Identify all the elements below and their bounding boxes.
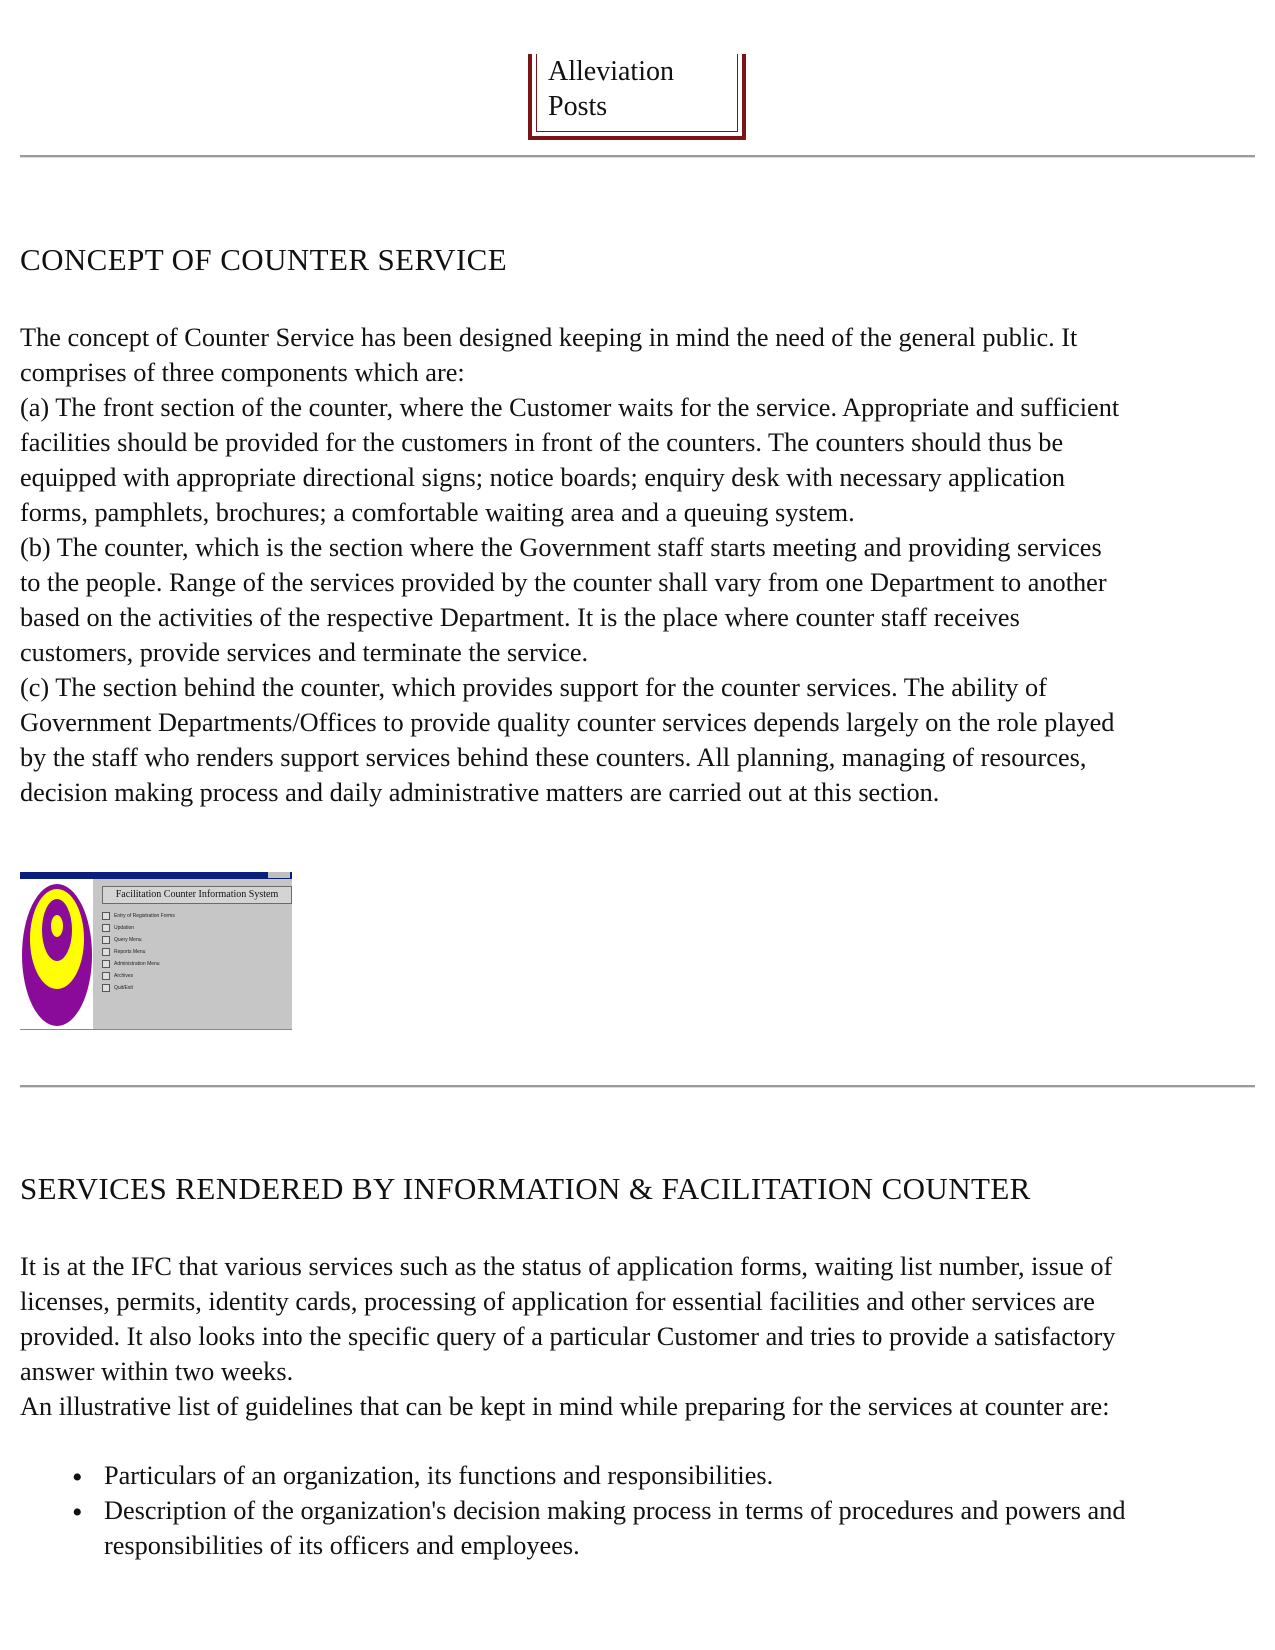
text-line: answer within two weeks.	[20, 1357, 294, 1386]
text-line: (c) The section behind the counter, which provides support for the counter services. The ability of	[20, 673, 1047, 702]
text-line: customers, provide services and terminate the service.	[20, 638, 589, 667]
list-item-text: responsibilities of its officers and employees.	[104, 1531, 580, 1560]
screenshot-window-buttons	[268, 872, 290, 878]
concept-paragraph	[20, 320, 1260, 810]
list-item-text: • Particulars of an organization, its functions and responsibilities.	[104, 1461, 774, 1490]
text-line: (b) The counter, which is the section where the Government staff starts meeting and providing services	[20, 533, 1102, 562]
screenshot-menu-item: Reports Menu	[102, 948, 175, 960]
text-line: licenses, permits, identity cards, processing of application for essential facilities and other services are	[20, 1287, 1095, 1316]
guidelines-list	[20, 1458, 1126, 1563]
nav-box	[528, 54, 746, 140]
services-paragraph	[20, 1249, 1260, 1424]
nav-box-link[interactable]	[548, 54, 674, 124]
logo-icon	[20, 879, 93, 1029]
screenshot-menu-item: Entry of Registration Forms	[102, 912, 175, 924]
screenshot-title-bar	[20, 872, 292, 879]
nav-box-line-2[interactable]: Posts	[548, 91, 608, 122]
facilitation-system-screenshot	[20, 872, 292, 1030]
list-item	[20, 1458, 1126, 1493]
screenshot-menu	[102, 912, 175, 996]
text-line: (a) The front section of the counter, where the Customer waits for the service. Appropriate and sufficient	[20, 393, 1120, 422]
list-item-text: • Description of the organization's decision making process in terms of procedures and powers and	[104, 1496, 1126, 1525]
text-line: provided. It also looks into the specific query of a particular Customer and tries to provide a satisfactory	[20, 1322, 1116, 1351]
horizontal-rule-middle	[20, 1085, 1255, 1088]
text-line: Government Departments/Offices to provide quality counter services depends largely on the role played	[20, 708, 1115, 737]
text-line: by the staff who renders support services behind these counters. All planning, managing of resources,	[20, 743, 1087, 772]
logo-center	[51, 915, 63, 937]
text-line: based on the activities of the respective Department. It is the place where counter staff receives	[20, 603, 1020, 632]
screenshot-menu-item: Archives	[102, 972, 175, 984]
text-line: equipped with appropriate directional signs; notice boards; enquiry desk with necessary application	[20, 463, 1066, 492]
text-line: The concept of Counter Service has been designed keeping in mind the need of the general public. It	[20, 323, 1078, 352]
list-item	[20, 1493, 1126, 1563]
section-heading-services: SERVICES RENDERED BY INFORMATION & FACILITATION COUNTER	[20, 1171, 1031, 1206]
nav-box-line-1[interactable]: Alleviation	[548, 56, 674, 87]
text-line: forms, pamphlets, brochures; a comfortable waiting area and a queuing system.	[20, 498, 855, 527]
screenshot-menu-item: Updation	[102, 924, 175, 936]
text-line: comprises of three components which are:	[20, 358, 465, 387]
text-line: decision making process and daily administrative matters are carried out at this section.	[20, 778, 940, 807]
screenshot-menu-item: Quit/Exit	[102, 984, 175, 996]
screenshot-app-title: Facilitation Counter Information System	[102, 886, 292, 904]
text-line: to the people. Range of the services provided by the counter shall vary from one Department to another	[20, 568, 1107, 597]
text-line: facilities should be provided for the customers in front of the counters. The counters should thus be	[20, 428, 1064, 457]
text-line: It is at the IFC that various services such as the status of application forms, waiting list number, issue of	[20, 1252, 1113, 1281]
screenshot-menu-item: Query Menu	[102, 936, 175, 948]
text-line: An illustrative list of guidelines that can be kept in mind while preparing for the services at counter are:	[20, 1392, 1110, 1421]
horizontal-rule-top	[20, 155, 1255, 158]
screenshot-menu-item: Administration Menu	[102, 960, 175, 972]
section-heading-concept: CONCEPT OF COUNTER SERVICE	[20, 242, 508, 277]
